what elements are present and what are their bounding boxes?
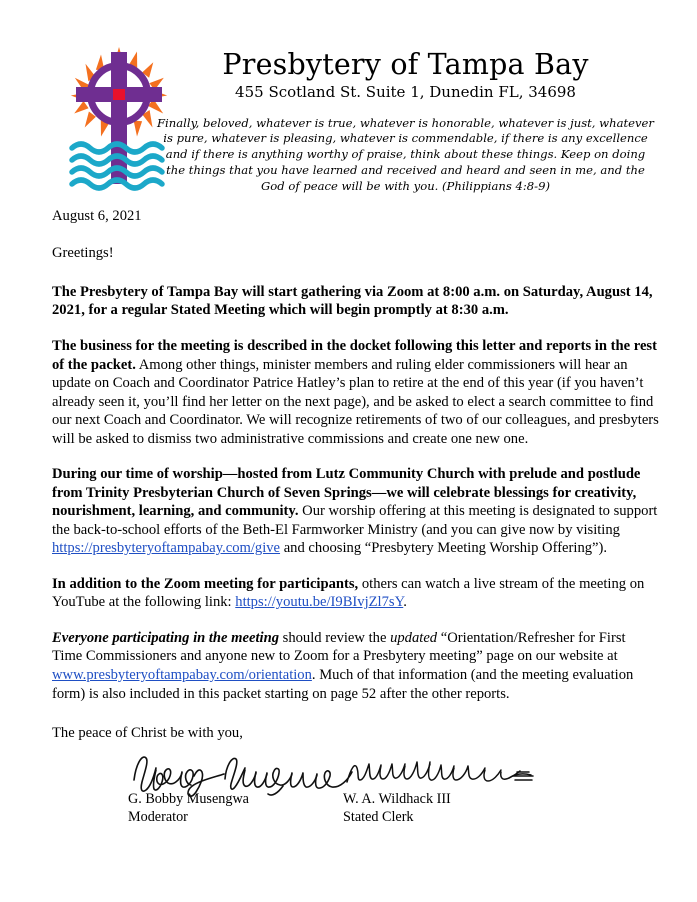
cross-vertical-icon [111, 52, 127, 184]
handwritten-signature-g-bobby-musengwa [128, 746, 358, 798]
signature-image-stated-clerk [343, 746, 573, 790]
letter-greeting: Greetings! [52, 244, 114, 261]
center-square-icon [113, 89, 125, 100]
paragraph-business-bold: The business for the meeting is described in the docket following this letter and reports in the rest of the packet. [52, 338, 657, 373]
signature-role-moderator: Moderator [128, 809, 188, 826]
paragraph-meeting-time [52, 283, 659, 320]
orientation-link[interactable]: www.presbyteryoftampabay.com/orientation [52, 666, 312, 683]
paragraph-orientation-after-italic: “Orientation/Refresher for First Time Commissioners and anyone new to Zoom for a Presbytery meeting” page on our website at [52, 629, 626, 665]
letterhead-text [150, 50, 661, 194]
paragraph-livestream [52, 575, 659, 612]
paragraph-orientation-italic: updated [390, 629, 438, 646]
paragraph-business-rest: Among other things, minister members and ruling elder commissioners will hear an update on Coach and Coordinator Patrice Hatley’s plan to retire at the end of this year (if you haven’t already seen it, you’ll find her letter on the next page), and be asked to elect a search committee to find our next Coach and Coordinator. We will recognize retirements of two of our colleagues, and presbyters will be asked to dismiss two administrative commissions and create one new one. [52, 356, 659, 447]
paragraph-business [52, 337, 659, 448]
letterhead [0, 0, 697, 193]
signature-image-moderator [128, 746, 358, 790]
letter-closing: The peace of Christ be with you, [52, 725, 243, 742]
signature-moderator [128, 746, 358, 826]
paragraph-worship-bold: During our time of worship—hosted from Lutz Community Church with prelude and postlude from Trinity Presbyterian Church of Seven Springs—we will celebrate blessings for creativity, nourishment, learning, and community. [52, 466, 641, 520]
signature-name-moderator: G. Bobby Musengwa [128, 791, 249, 808]
paragraph-orientation-post-link: . Much of that information (and the meeting evaluation form) is also included in this packet starting on page 52 after the other reports. [52, 666, 634, 702]
paragraph-livestream-post-link: . [403, 594, 407, 611]
organization-title: Presbytery of Tampa Bay [222, 48, 589, 81]
scripture-quote: Finally, beloved, whatever is true, whatever is honorable, whatever is just, whatever is pure, whatever is pleasing, whatever is commendable, if there is any excellence and if there is anything worthy of praise, think about these things. Keep on doing the things that you have learned and received and heard and seen in me, and the God of peace will be with you. (Philippians 4:8-9) [157, 115, 654, 193]
signature-stated-clerk [343, 746, 573, 826]
signature-role-stated-clerk: Stated Clerk [343, 809, 414, 826]
paragraph-orientation-after-bold: should review the [279, 629, 391, 646]
letter-date: August 6, 2021 [52, 208, 142, 224]
paragraph-livestream-pre-link: others can watch a live stream of the meeting on YouTube at the following link: [52, 575, 645, 611]
paragraph-meeting-time-bold: The Presbytery of Tampa Bay will start gathering via Zoom at 8:00 a.m. on Saturday, August 14, 2021, for a regular Stated Meeting which will begin promptly at 8:30 a.m. [52, 283, 653, 319]
handwritten-signature-w-a-wildhack-iii [343, 746, 543, 798]
organization-address: 455 Scotland St. Suite 1, Dunedin FL, 34698 [235, 82, 576, 101]
youtube-livestream-link[interactable]: https://youtu.be/I9BIvjZl7sY [235, 594, 404, 611]
paragraph-worship-pre-link: Our worship offering at this meeting is designated to support the back-to-school efforts of the Beth-El Farmworker Ministry (and you can give now by visiting [52, 503, 658, 538]
paragraph-orientation [52, 629, 659, 703]
give-link[interactable]: https://presbyteryoftampabay.com/give [52, 540, 281, 557]
letter-body [52, 207, 659, 838]
signature-block [52, 746, 659, 838]
paragraph-worship [52, 465, 659, 558]
paragraph-worship-post-link: and choosing “Presbytery Meeting Worship Offering”). [280, 540, 608, 557]
paragraph-orientation-bold-italic: Everyone participating in the meeting [52, 629, 280, 646]
signature-name-stated-clerk: W. A. Wildhack III [343, 791, 451, 808]
paragraph-livestream-bold: In addition to the Zoom meeting for participants, [52, 575, 359, 592]
